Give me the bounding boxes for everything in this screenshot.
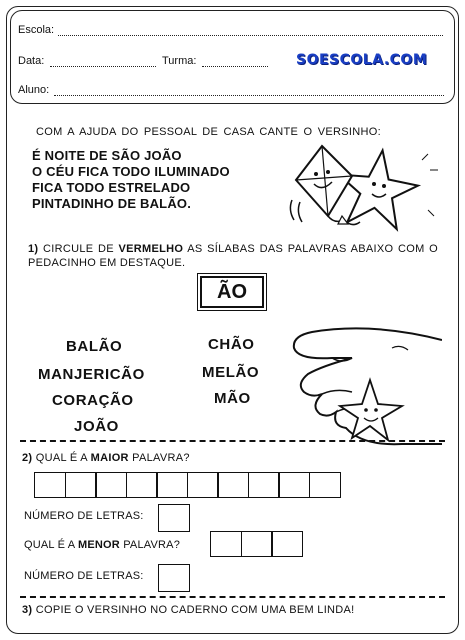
word-manjericao[interactable]: MANJERICÃO: [38, 366, 145, 383]
q2-text-after: PALAVRA?: [132, 452, 190, 464]
letter-box[interactable]: [95, 472, 127, 498]
question-1: [28, 242, 438, 270]
menor-letter-grid: [210, 531, 303, 557]
word-joao[interactable]: JOÃO: [74, 418, 119, 435]
hand-icon: [294, 328, 442, 444]
letter-box[interactable]: [248, 472, 280, 498]
aluno-field[interactable]: [54, 95, 444, 96]
q1-highlight: VERMELHO: [118, 243, 184, 255]
separator-1: [20, 440, 445, 442]
letter-box[interactable]: [217, 472, 249, 498]
word-coracao[interactable]: CORAÇÃO: [52, 392, 134, 409]
escola-field[interactable]: [58, 35, 443, 36]
verse-line-3: FICA TODO ESTRELADO: [32, 180, 191, 195]
letter-box[interactable]: [156, 472, 188, 498]
escola-label: Escola:: [18, 24, 55, 36]
letters-label-1: NÚMERO DE LETRAS:: [24, 510, 144, 522]
q2-highlight: MAIOR: [90, 452, 129, 464]
verse-line-2: O CÉU FICA TODO ILUMINADO: [32, 164, 230, 179]
question-3: [22, 604, 355, 616]
letter-box[interactable]: [210, 531, 242, 557]
letter-box[interactable]: [271, 531, 303, 557]
word-mao[interactable]: MÃO: [214, 390, 251, 407]
letters-count-box-1[interactable]: [158, 504, 190, 532]
verse-line-1: É NOITE DE SÃO JOÃO: [32, 148, 182, 163]
q1-number: 1): [28, 243, 39, 255]
q3-text: COPIE O VERSINHO NO CADERNO COM UMA BEM LINDA!: [35, 604, 355, 616]
aluno-label: Aluno:: [18, 84, 50, 96]
letters-label-2: NÚMERO DE LETRAS:: [24, 570, 144, 582]
letter-box[interactable]: [65, 472, 97, 498]
data-label: Data:: [18, 55, 45, 67]
q2-text-before: QUAL É A: [35, 452, 88, 464]
letter-box[interactable]: [278, 472, 310, 498]
star-icon: [332, 145, 438, 231]
soescola-logo: SOESCOLA.COM: [296, 52, 428, 68]
menor-text-before: QUAL É A: [24, 539, 75, 551]
letter-box[interactable]: [309, 472, 341, 498]
separator-2: [20, 596, 445, 598]
kite-star-illustration: [282, 140, 442, 240]
letters-count-box-2[interactable]: [158, 564, 190, 592]
intro-text: COM A AJUDA DO PESSOAL DE CASA CANTE O VERSINHO:: [36, 126, 381, 138]
letter-box[interactable]: [126, 472, 158, 498]
word-melao[interactable]: MELÃO: [202, 364, 260, 381]
q2-number: 2): [22, 452, 33, 464]
hand-illustration: [282, 318, 442, 446]
maior-letter-grid: [34, 472, 341, 498]
q1-text-after: AS SÍLABAS DAS PALAVRAS ABAIXO COM O PEDACINHO EM DESTAQUE.: [28, 243, 439, 269]
data-field[interactable]: [50, 66, 156, 67]
word-balao[interactable]: BALÃO: [66, 338, 123, 355]
menor-text-after: PALAVRA?: [123, 539, 181, 551]
turma-field[interactable]: [202, 66, 268, 67]
menor-highlight: MENOR: [77, 539, 120, 551]
question-2: [22, 452, 190, 464]
q1-text-before: CIRCULE DE: [43, 243, 114, 255]
verse-line-4: PINTADINHO DE BALÃO.: [32, 196, 192, 211]
syllable-box: ÃO: [200, 276, 264, 308]
word-chao[interactable]: CHÃO: [208, 336, 255, 353]
letter-box[interactable]: [241, 531, 273, 557]
letter-box[interactable]: [187, 472, 219, 498]
letter-box[interactable]: [34, 472, 66, 498]
turma-label: Turma:: [162, 55, 197, 67]
menor-question: [24, 539, 180, 551]
q3-number: 3): [22, 604, 33, 616]
